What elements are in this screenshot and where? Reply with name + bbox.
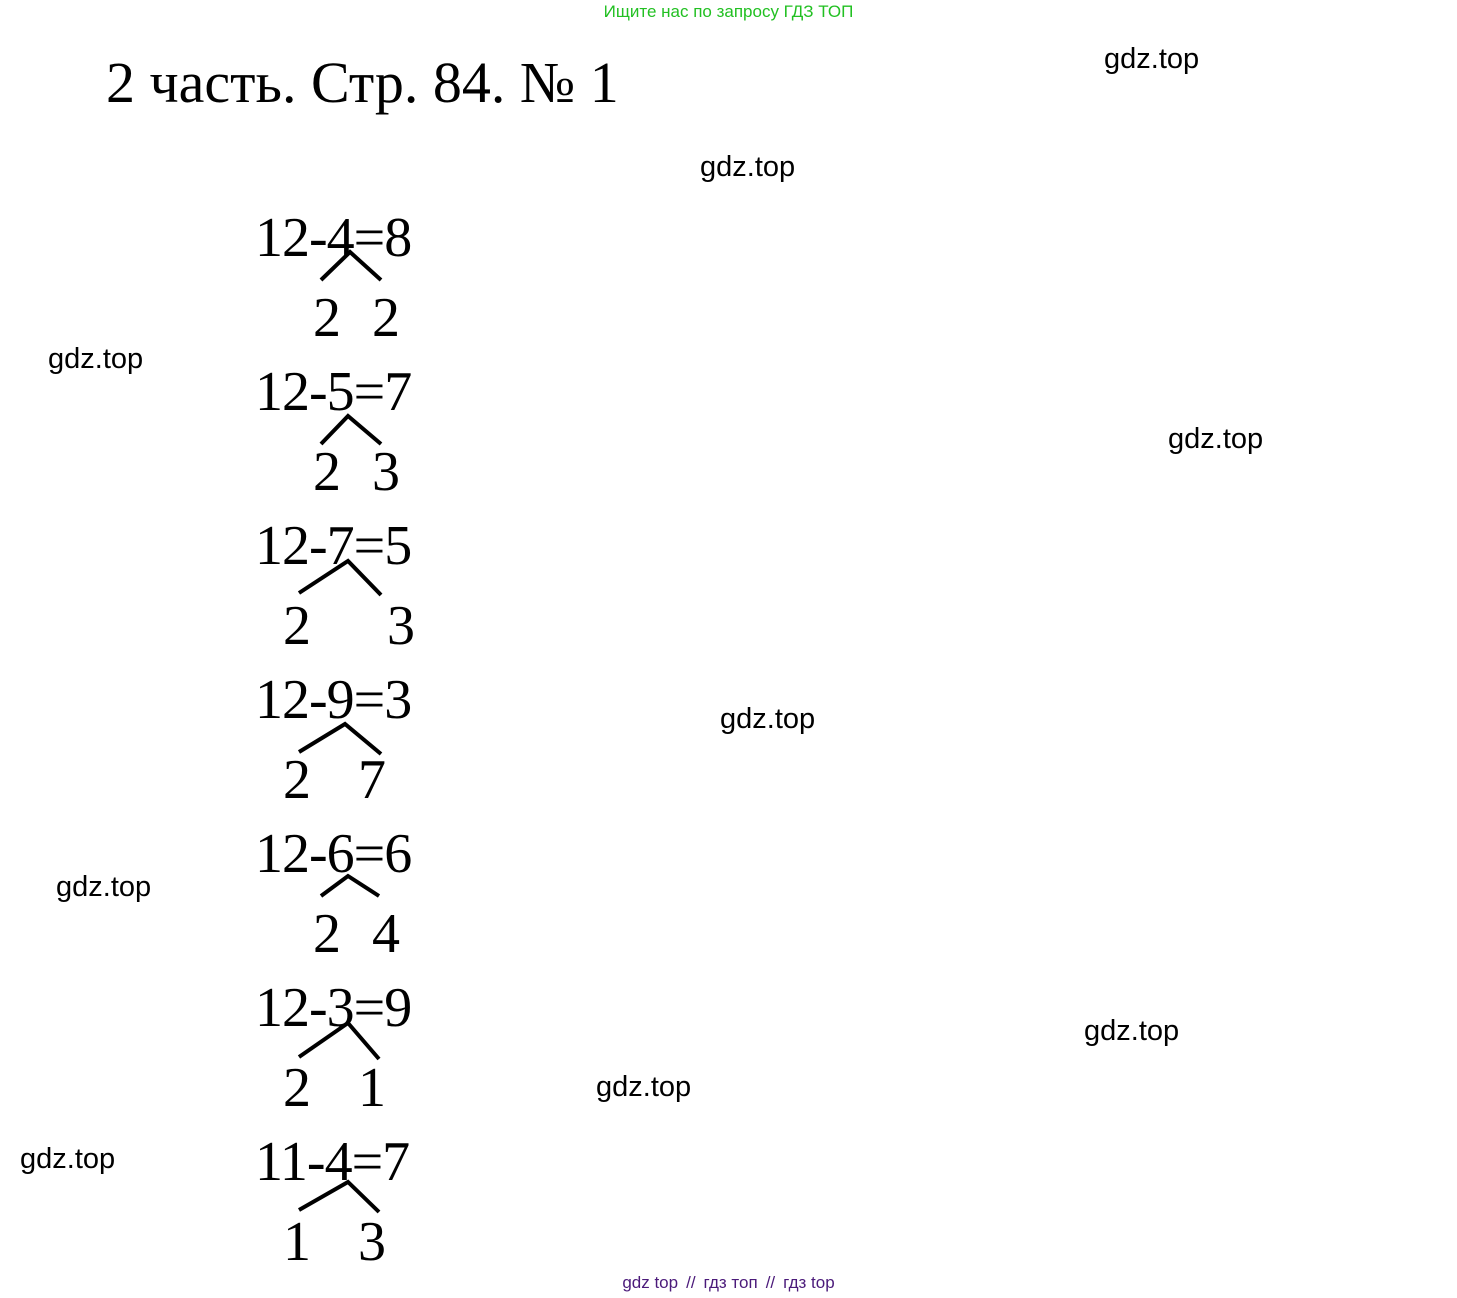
part-right: 3 [372, 441, 400, 503]
footer-separator: // [765, 1273, 776, 1292]
footer-separator: // [686, 1273, 696, 1292]
equation: 12-3=9 [255, 977, 412, 1039]
part-left: 2 [313, 441, 341, 503]
decomposition-branch-icon [255, 207, 455, 350]
equation: 12-5=7 [255, 361, 412, 423]
top-banner: Ищите нас по запросу ГДЗ ТОП [603, 2, 854, 21]
watermark: gdz.top [56, 871, 152, 903]
footer-item: гдз топ [703, 1273, 758, 1292]
part-right: 3 [387, 595, 415, 657]
watermark: gdz.top [720, 703, 816, 735]
equation: 12-9=3 [255, 669, 412, 731]
equation: 11-4=7 [255, 1131, 410, 1193]
part-right: 7 [358, 749, 386, 811]
part-right: 3 [358, 1211, 386, 1273]
footer-item: gdz top [622, 1273, 679, 1292]
part-right: 4 [372, 903, 400, 965]
exercise [255, 669, 455, 812]
decomposition-branch-icon [255, 361, 455, 504]
exercise [255, 207, 455, 350]
part-left: 2 [313, 287, 341, 349]
watermark: gdz.top [1104, 43, 1200, 75]
equation: 12-7=5 [255, 515, 412, 577]
exercise [255, 361, 455, 504]
watermark: gdz.top [20, 1143, 116, 1175]
part-right: 1 [358, 1057, 386, 1119]
watermark: gdz.top [1084, 1015, 1180, 1047]
watermark: gdz.top [596, 1071, 692, 1103]
equation: 12-4=8 [255, 207, 412, 269]
watermark: gdz.top [48, 343, 144, 375]
watermark: gdz.top [700, 151, 796, 183]
exercise [255, 515, 455, 658]
footer-item: гдз top [783, 1273, 835, 1292]
equation: 12-6=6 [255, 823, 412, 885]
page-title: 2 часть. Стр. 84. № 1 [106, 50, 619, 115]
decomposition-branch-icon [255, 823, 455, 966]
part-left: 2 [283, 595, 311, 657]
part-left: 1 [283, 1211, 311, 1273]
part-left: 2 [283, 1057, 311, 1119]
exercise [255, 1131, 455, 1274]
part-left: 2 [283, 749, 311, 811]
part-right: 2 [372, 287, 400, 349]
exercise [255, 823, 455, 966]
part-left: 2 [313, 903, 341, 965]
footer [0, 1270, 1457, 1296]
watermark: gdz.top [1168, 423, 1264, 455]
exercise [255, 977, 455, 1120]
